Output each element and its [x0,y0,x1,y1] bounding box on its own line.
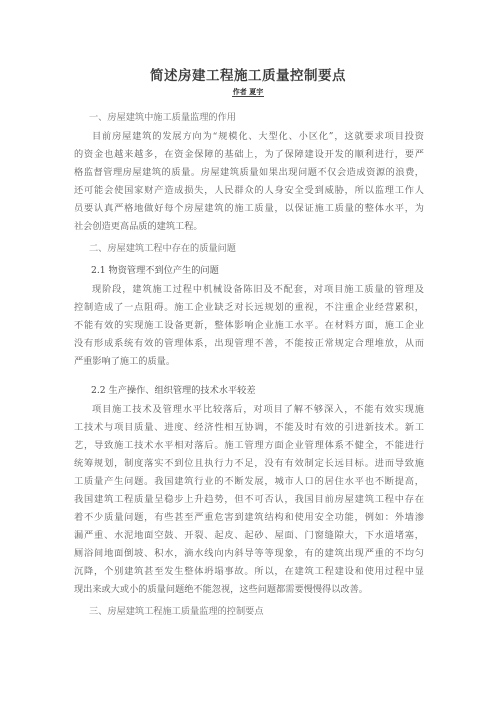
text-line: 沉降，个别建筑甚至发生整体坍塌事故。所以，在建筑工程建设和使用过程中显 [74,566,424,577]
text-line: 现阶段，建筑施工过程中机械设备陈旧及不配套，对项目施工质量的管理及 [92,284,424,295]
text-line: 的资金也越来越多，在资金保障的基础上，为了保障建设开发的顺利进行，要严 [74,149,424,160]
text-line: 现出来或大或小的质量问题绝不能忽视，这些问题都需要慢慢得以改善。 [74,584,368,595]
text-line: 没有形成系统有效的管理体系，出现管理不善，不能按正常规定合理堆放，从而 [74,338,424,349]
section-heading-1: 一、房屋建筑中施工质量监理的作用 [89,112,236,123]
text-line: 项目施工技术及管理水平比较落后，对项目了解不够深入，不能有效实现施 [92,404,424,415]
subsection-heading-2-1: 2.1 物资管理不到位产生的问题 [91,265,219,276]
text-line: 格监督管理房屋建筑的质量。房屋建筑质量如果出现问题不仅会造成资源的浪费， [74,167,424,178]
text-line: 工技术与项目质量、进度、经济性相互协调，不能及时有效的引进新技术。新工 [74,422,424,433]
text-line: 我国建筑工程质量呈稳步上升趋势，但不可否认，我国目前房屋建筑工程中存在 [74,494,424,505]
author-line [0,87,496,97]
text-line: 员要认真严格地做好每个房屋建筑的施工质量，以保证施工质量的整体水平，为 [74,203,424,214]
section-heading-3: 三、房屋建筑工程施工质量监理的控制要点 [89,606,264,617]
text-line: 工质量产生问题。我国建筑行业的不断发展，城市人口的居住水平也不断提高， [74,476,424,487]
text-line: 目前房屋建筑的发展方向为“规模化、大型化、小区化”，这就要求项目投资 [92,131,424,142]
section-heading-2: 二、房屋建筑工程中存在的质量问题 [89,243,236,254]
paragraph-3 [74,401,424,599]
paragraph-2 [74,281,424,371]
text-line: 还可能会使国家财产造成损失，人民群众的人身安全受到威胁，所以监理工作人 [74,185,424,196]
text-line: 着不少质量问题，有些甚至严重危害到建筑结构和使用安全功能，例如：外墙渗 [74,512,424,523]
text-line: 漏严重、水泥地面空鼓、开裂、起皮、起砂、屋面、门窗缝隙大，下水道堵塞， [74,530,424,541]
text-line: 严重影响了施工的质量。 [74,356,176,367]
text-line: 艺，导致施工技术水平相对落后。施工管理方面企业管理体系不健全，不能进行 [74,440,424,451]
text-line: 控制造成了一点阻碍。施工企业缺乏对长远规划的重视，不注重企业经营累积， [74,302,424,313]
text-line: 社会创造更高品质的建筑工程。 [74,221,203,232]
author-name: 作者 夏宇 [232,87,264,96]
paragraph-1 [74,128,424,236]
document-title: 简述房建工程施工质量控制要点 [150,68,346,84]
text-line: 统筹规划，制度落实不到位且执行力不足，没有有效制定长远目标。进而导致施 [74,458,424,469]
text-line: 不能有效的实现施工设备更新，整体影响企业施工水平。在材料方面，施工企业 [74,320,424,331]
text-line: 厕浴间地面倒坡、积水，滴水线向内斜导等等现象，有的建筑出现严重的不均匀 [74,548,424,559]
subsection-heading-2-2: 2.2 生产操作、组织管理的技术水平较差 [91,385,256,396]
